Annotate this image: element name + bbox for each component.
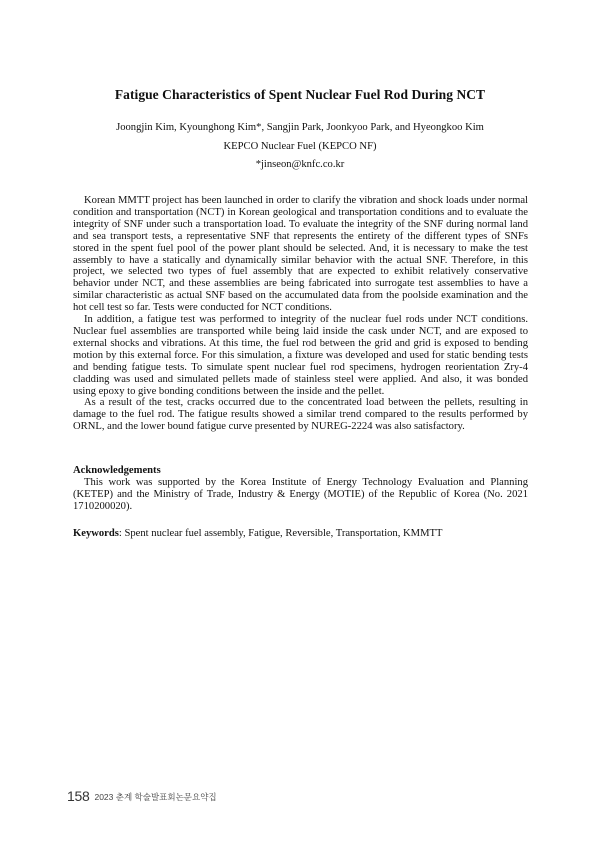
body-paragraph-1: Korean MMTT project has been launched in order to clarify the vibration and shock loads under normal condition and transportation (NCT) in Korean geological and transportation conditions and to evaluate the integrity of SNF under such a transportation load. To evaluate the integrity of the SNF during normal land and sea transport tests, a representative SNF that represents the entirety of the different types of SNFs stored in the spent fuel pool of the power plant should be selected. And, it is necessary to make the test assembly to have a statically and dynamically similar behavior with the actual SNF. Therefore, in this project, we selected two types of fuel assembly that are expected to exhibit relatively conservative behavior under NCT, and these assemblies are being fabricated into surrogate test assemblies to have a similar characteristic as actual SNF based on the accumulated data from the poolside examination and the hot cell test so far. Tests were conducted for NCT conditions. [73,195,528,314]
author-list: Joongjin Kim, Kyounghong Kim*, Sangjin Park, Joonkyoo Park, and Hyeongkoo Kim [116,122,484,133]
body-paragraph-2: In addition, a fatigue test was performed to integrity of the nuclear fuel rods under NCT conditions. Nuclear fuel assemblies are transported while being laid inside the cask under NCT, and are exposed to external shocks and vibrations. At this time, the fuel rod between the grid and grid is exposed to bending motion by this external force. For this simulation, a fixture was developed and used for static bending tests and bending fatigue tests. To simulate spent nuclear fuel rod specimens, hydrogen reorientation Zry-4 cladding was used and simulated pellets made of stainless steel were applied. And also, it was bonded using epoxy to give bonding conditions between the inside and the pellet. [73,314,528,397]
abstract-body [73,195,528,433]
conference-name: 2023 춘계 학술발표회논문요약집 [94,792,217,802]
body-paragraph-3: As a result of the test, cracks occurred due to the concentrated load between the pellets, resulting in damage to the fuel rod. The fatigue results showed a similar trend compared to the results performed by ORNL, and the lower bound fatigue curve presented by NUREG-2224 was also satisfactory. [73,397,528,433]
page-number: 158 [67,788,90,804]
keywords-line [73,528,528,540]
acknowledgements-text: This work was supported by the Korea Institute of Energy Technology Evaluation and Planning (KETEP) and the Ministry of Trade, Industry & Energy (MOTIE) of the Republic of Korea (No. 2021 1710200020). [73,476,528,512]
contact-email: *jinseon@knfc.co.kr [255,159,345,170]
acknowledgements-section [73,465,528,513]
paper-title: Fatigue Characteristics of Spent Nuclear Fuel Rod During NCT [114,87,486,102]
acknowledgements-heading: Acknowledgements [73,465,161,476]
affiliation: KEPCO Nuclear Fuel (KEPCO NF) [223,141,377,152]
page-footer [67,788,217,806]
keywords-text: : Spent nuclear fuel assembly, Fatigue, Reversible, Transportation, KMMTT [118,528,443,539]
keywords-label: Keywords [73,528,119,539]
